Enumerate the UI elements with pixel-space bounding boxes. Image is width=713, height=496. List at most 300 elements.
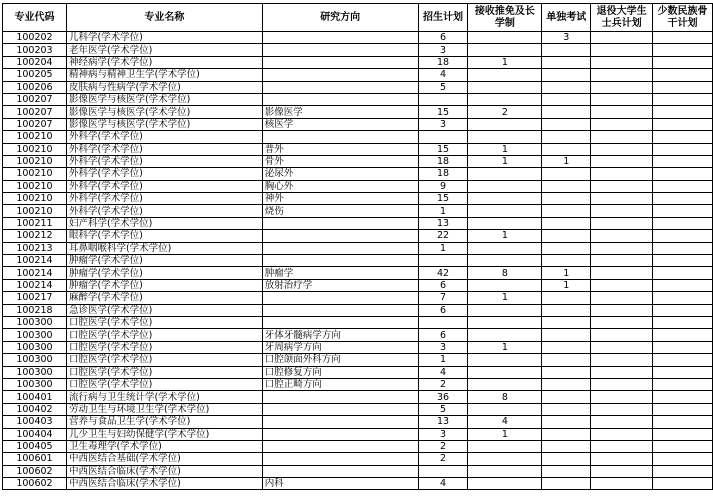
cell-major-code: 100602 xyxy=(3,465,67,477)
cell-research-direction: 胸心外 xyxy=(262,180,418,192)
cell-major-name: 影像医学与核医学(学术学位) xyxy=(66,118,262,130)
cell-enrollment-plan: 13 xyxy=(418,217,468,229)
cell-research-direction xyxy=(262,131,418,143)
cell-separate-exam xyxy=(542,69,591,81)
table-row xyxy=(3,44,713,56)
cell-separate-exam xyxy=(542,205,591,217)
cell-separate-exam xyxy=(542,304,591,316)
cell-recommended-long-program: 1 xyxy=(468,341,542,353)
cell-enrollment-plan xyxy=(418,316,468,328)
cell-major-code: 100402 xyxy=(3,403,67,415)
cell-research-direction xyxy=(262,391,418,403)
cell-minority-plan xyxy=(653,453,713,465)
cell-minority-plan xyxy=(653,93,713,105)
cell-major-name: 老年医学(学术学位) xyxy=(66,44,262,56)
cell-major-name: 外科学(学术学位) xyxy=(66,143,262,155)
cell-minority-plan xyxy=(653,354,713,366)
cell-veteran-plan xyxy=(591,267,653,279)
cell-major-code: 100602 xyxy=(3,478,67,490)
cell-veteran-plan xyxy=(591,354,653,366)
cell-major-name: 肿瘤学(学术学位) xyxy=(66,279,262,291)
cell-recommended-long-program xyxy=(468,478,542,490)
cell-research-direction xyxy=(262,93,418,105)
cell-separate-exam xyxy=(542,465,591,477)
cell-enrollment-plan: 22 xyxy=(418,230,468,242)
cell-major-code: 100218 xyxy=(3,304,67,316)
cell-research-direction xyxy=(262,465,418,477)
header-major-code: 专业代码 xyxy=(3,4,67,32)
cell-recommended-long-program: 4 xyxy=(468,416,542,428)
cell-major-code: 100210 xyxy=(3,193,67,205)
cell-enrollment-plan: 3 xyxy=(418,118,468,130)
cell-minority-plan xyxy=(653,428,713,440)
cell-separate-exam xyxy=(542,416,591,428)
table-row xyxy=(3,56,713,68)
cell-veteran-plan xyxy=(591,242,653,254)
enrollment-plan-table xyxy=(2,3,713,490)
cell-enrollment-plan: 18 xyxy=(418,56,468,68)
cell-separate-exam xyxy=(542,391,591,403)
cell-separate-exam xyxy=(542,428,591,440)
cell-enrollment-plan: 3 xyxy=(418,428,468,440)
cell-veteran-plan xyxy=(591,428,653,440)
cell-enrollment-plan xyxy=(418,93,468,105)
cell-minority-plan xyxy=(653,267,713,279)
cell-minority-plan xyxy=(653,316,713,328)
cell-major-name: 中西医结合基础(学术学位) xyxy=(66,453,262,465)
cell-research-direction xyxy=(262,81,418,93)
cell-research-direction: 口腔修复方向 xyxy=(262,366,418,378)
cell-recommended-long-program xyxy=(468,304,542,316)
cell-enrollment-plan: 4 xyxy=(418,69,468,81)
cell-major-name: 皮肤病与性病学(学术学位) xyxy=(66,81,262,93)
cell-enrollment-plan: 42 xyxy=(418,267,468,279)
table-row xyxy=(3,106,713,118)
cell-recommended-long-program xyxy=(468,242,542,254)
cell-recommended-long-program xyxy=(468,316,542,328)
cell-research-direction: 烧伤 xyxy=(262,205,418,217)
cell-veteran-plan xyxy=(591,304,653,316)
cell-major-name: 耳鼻咽喉科学(学术学位) xyxy=(66,242,262,254)
cell-separate-exam xyxy=(542,478,591,490)
cell-recommended-long-program xyxy=(468,255,542,267)
cell-major-name: 肿瘤学(学术学位) xyxy=(66,267,262,279)
cell-recommended-long-program xyxy=(468,354,542,366)
cell-major-code: 100401 xyxy=(3,391,67,403)
table-row xyxy=(3,255,713,267)
cell-minority-plan xyxy=(653,304,713,316)
enrollment-plan-table-wrapper xyxy=(2,3,713,490)
cell-minority-plan xyxy=(653,180,713,192)
cell-separate-exam xyxy=(542,403,591,415)
cell-enrollment-plan: 15 xyxy=(418,106,468,118)
cell-major-name: 儿少卫生与妇幼保健学(学术学位) xyxy=(66,428,262,440)
cell-recommended-long-program xyxy=(468,44,542,56)
cell-major-name: 外科学(学术学位) xyxy=(66,155,262,167)
table-row xyxy=(3,193,713,205)
table-row xyxy=(3,341,713,353)
cell-minority-plan xyxy=(653,205,713,217)
cell-major-name: 神经病学(学术学位) xyxy=(66,56,262,68)
cell-major-code: 100300 xyxy=(3,366,67,378)
cell-veteran-plan xyxy=(591,366,653,378)
cell-major-name: 精神病与精神卫生学(学术学位) xyxy=(66,69,262,81)
cell-separate-exam: 1 xyxy=(542,267,591,279)
cell-enrollment-plan: 5 xyxy=(418,403,468,415)
cell-minority-plan xyxy=(653,69,713,81)
cell-enrollment-plan: 18 xyxy=(418,155,468,167)
header-major-name: 专业名称 xyxy=(66,4,262,32)
cell-major-code: 100300 xyxy=(3,354,67,366)
table-row xyxy=(3,440,713,452)
cell-separate-exam xyxy=(542,93,591,105)
cell-major-name: 外科学(学术学位) xyxy=(66,193,262,205)
cell-minority-plan xyxy=(653,378,713,390)
cell-major-name: 劳动卫生与环境卫生学(学术学位) xyxy=(66,403,262,415)
cell-major-code: 100403 xyxy=(3,416,67,428)
cell-veteran-plan xyxy=(591,217,653,229)
cell-veteran-plan xyxy=(591,143,653,155)
cell-enrollment-plan: 1 xyxy=(418,242,468,254)
cell-major-name: 口腔医学(学术学位) xyxy=(66,341,262,353)
cell-minority-plan xyxy=(653,465,713,477)
cell-major-code: 100212 xyxy=(3,230,67,242)
cell-recommended-long-program xyxy=(468,93,542,105)
cell-veteran-plan xyxy=(591,279,653,291)
cell-separate-exam xyxy=(542,316,591,328)
cell-separate-exam xyxy=(542,118,591,130)
table-row xyxy=(3,354,713,366)
table-row xyxy=(3,168,713,180)
cell-veteran-plan xyxy=(591,180,653,192)
cell-research-direction: 放射治疗学 xyxy=(262,279,418,291)
table-row xyxy=(3,316,713,328)
cell-major-code: 100204 xyxy=(3,56,67,68)
cell-minority-plan xyxy=(653,168,713,180)
table-row xyxy=(3,118,713,130)
cell-research-direction xyxy=(262,403,418,415)
cell-recommended-long-program xyxy=(468,403,542,415)
cell-research-direction xyxy=(262,242,418,254)
cell-recommended-long-program xyxy=(468,465,542,477)
cell-veteran-plan xyxy=(591,69,653,81)
cell-major-name: 口腔医学(学术学位) xyxy=(66,316,262,328)
cell-enrollment-plan: 36 xyxy=(418,391,468,403)
table-row xyxy=(3,366,713,378)
header-recommended-long-program: 接收推免及长学制 xyxy=(468,4,542,32)
cell-separate-exam xyxy=(542,378,591,390)
cell-major-code: 100210 xyxy=(3,205,67,217)
cell-enrollment-plan: 1 xyxy=(418,205,468,217)
cell-research-direction: 内科 xyxy=(262,478,418,490)
table-row xyxy=(3,32,713,44)
cell-separate-exam: 1 xyxy=(542,155,591,167)
cell-recommended-long-program xyxy=(468,69,542,81)
cell-enrollment-plan xyxy=(418,465,468,477)
cell-minority-plan xyxy=(653,366,713,378)
cell-major-name: 口腔医学(学术学位) xyxy=(66,378,262,390)
cell-separate-exam xyxy=(542,354,591,366)
cell-recommended-long-program xyxy=(468,366,542,378)
cell-separate-exam xyxy=(542,440,591,452)
cell-major-code: 100207 xyxy=(3,118,67,130)
cell-major-code: 100206 xyxy=(3,81,67,93)
table-row xyxy=(3,81,713,93)
cell-separate-exam xyxy=(542,230,591,242)
cell-recommended-long-program xyxy=(468,180,542,192)
cell-veteran-plan xyxy=(591,465,653,477)
cell-separate-exam xyxy=(542,341,591,353)
table-header-row xyxy=(3,4,713,32)
table-row xyxy=(3,416,713,428)
cell-research-direction xyxy=(262,416,418,428)
cell-recommended-long-program: 1 xyxy=(468,56,542,68)
cell-recommended-long-program xyxy=(468,217,542,229)
cell-recommended-long-program xyxy=(468,378,542,390)
cell-veteran-plan xyxy=(591,155,653,167)
cell-veteran-plan xyxy=(591,56,653,68)
cell-recommended-long-program xyxy=(468,329,542,341)
cell-minority-plan xyxy=(653,106,713,118)
cell-veteran-plan xyxy=(591,292,653,304)
cell-major-code: 100207 xyxy=(3,93,67,105)
table-row xyxy=(3,403,713,415)
cell-veteran-plan xyxy=(591,329,653,341)
cell-minority-plan xyxy=(653,341,713,353)
cell-major-name: 卫生毒理学(学术学位) xyxy=(66,440,262,452)
cell-research-direction xyxy=(262,428,418,440)
cell-major-name: 外科学(学术学位) xyxy=(66,205,262,217)
cell-separate-exam xyxy=(542,255,591,267)
cell-separate-exam xyxy=(542,366,591,378)
cell-enrollment-plan: 3 xyxy=(418,341,468,353)
cell-veteran-plan xyxy=(591,106,653,118)
cell-major-name: 影像医学与核医学(学术学位) xyxy=(66,106,262,118)
cell-major-name: 流行病与卫生统计学(学术学位) xyxy=(66,391,262,403)
cell-separate-exam xyxy=(542,217,591,229)
cell-minority-plan xyxy=(653,391,713,403)
table-row xyxy=(3,304,713,316)
table-row xyxy=(3,478,713,490)
cell-major-name: 麻醉学(学术学位) xyxy=(66,292,262,304)
cell-minority-plan xyxy=(653,416,713,428)
cell-major-code: 100214 xyxy=(3,279,67,291)
cell-separate-exam xyxy=(542,242,591,254)
cell-recommended-long-program xyxy=(468,205,542,217)
header-minority-plan: 少数民族骨干计划 xyxy=(653,4,713,32)
cell-recommended-long-program: 1 xyxy=(468,155,542,167)
cell-recommended-long-program xyxy=(468,440,542,452)
cell-veteran-plan xyxy=(591,44,653,56)
cell-major-name: 中西医结合临床(学术学位) xyxy=(66,465,262,477)
cell-major-code: 100207 xyxy=(3,106,67,118)
cell-separate-exam: 1 xyxy=(542,279,591,291)
table-row xyxy=(3,205,713,217)
table-row xyxy=(3,465,713,477)
cell-recommended-long-program xyxy=(468,193,542,205)
cell-recommended-long-program xyxy=(468,168,542,180)
table-row xyxy=(3,93,713,105)
cell-separate-exam xyxy=(542,168,591,180)
cell-enrollment-plan: 15 xyxy=(418,193,468,205)
cell-research-direction xyxy=(262,217,418,229)
cell-veteran-plan xyxy=(591,316,653,328)
cell-major-code: 100202 xyxy=(3,32,67,44)
header-research-direction: 研究方向 xyxy=(262,4,418,32)
cell-minority-plan xyxy=(653,242,713,254)
cell-major-name: 眼科学(学术学位) xyxy=(66,230,262,242)
cell-veteran-plan xyxy=(591,193,653,205)
cell-veteran-plan xyxy=(591,118,653,130)
cell-separate-exam xyxy=(542,180,591,192)
cell-research-direction xyxy=(262,69,418,81)
cell-major-name: 口腔医学(学术学位) xyxy=(66,329,262,341)
table-body xyxy=(3,32,713,490)
table-row xyxy=(3,143,713,155)
cell-major-code: 100210 xyxy=(3,155,67,167)
table-row xyxy=(3,391,713,403)
cell-major-name: 中西医结合临床(学术学位) xyxy=(66,478,262,490)
cell-minority-plan xyxy=(653,440,713,452)
cell-research-direction xyxy=(262,316,418,328)
cell-research-direction: 神外 xyxy=(262,193,418,205)
cell-recommended-long-program xyxy=(468,279,542,291)
cell-separate-exam: 3 xyxy=(542,32,591,44)
cell-veteran-plan xyxy=(591,440,653,452)
table-row xyxy=(3,428,713,440)
cell-veteran-plan xyxy=(591,341,653,353)
cell-veteran-plan xyxy=(591,168,653,180)
header-veteran-plan: 退役大学生士兵计划 xyxy=(591,4,653,32)
cell-recommended-long-program: 1 xyxy=(468,143,542,155)
cell-separate-exam xyxy=(542,453,591,465)
cell-research-direction: 肿瘤学 xyxy=(262,267,418,279)
table-row xyxy=(3,453,713,465)
cell-enrollment-plan: 7 xyxy=(418,292,468,304)
cell-major-code: 100214 xyxy=(3,255,67,267)
cell-separate-exam xyxy=(542,143,591,155)
cell-minority-plan xyxy=(653,292,713,304)
cell-enrollment-plan: 9 xyxy=(418,180,468,192)
table-row xyxy=(3,155,713,167)
cell-separate-exam xyxy=(542,329,591,341)
cell-minority-plan xyxy=(653,56,713,68)
table-row xyxy=(3,180,713,192)
header-separate-exam: 单独考试 xyxy=(542,4,591,32)
table-row xyxy=(3,329,713,341)
cell-major-code: 100601 xyxy=(3,453,67,465)
cell-major-name: 急诊医学(学术学位) xyxy=(66,304,262,316)
cell-minority-plan xyxy=(653,131,713,143)
cell-major-code: 100203 xyxy=(3,44,67,56)
cell-minority-plan xyxy=(653,279,713,291)
cell-enrollment-plan: 6 xyxy=(418,329,468,341)
cell-minority-plan xyxy=(653,81,713,93)
cell-separate-exam xyxy=(542,131,591,143)
cell-enrollment-plan: 2 xyxy=(418,378,468,390)
cell-major-name: 外科学(学术学位) xyxy=(66,168,262,180)
cell-recommended-long-program: 8 xyxy=(468,391,542,403)
cell-enrollment-plan: 2 xyxy=(418,453,468,465)
cell-research-direction: 牙体牙髓病学方向 xyxy=(262,329,418,341)
cell-research-direction: 口腔颌面外科方向 xyxy=(262,354,418,366)
cell-research-direction: 普外 xyxy=(262,143,418,155)
cell-research-direction xyxy=(262,44,418,56)
cell-recommended-long-program: 1 xyxy=(468,428,542,440)
cell-enrollment-plan: 1 xyxy=(418,354,468,366)
cell-recommended-long-program: 8 xyxy=(468,267,542,279)
cell-research-direction xyxy=(262,56,418,68)
cell-recommended-long-program xyxy=(468,453,542,465)
cell-veteran-plan xyxy=(591,378,653,390)
cell-major-name: 口腔医学(学术学位) xyxy=(66,366,262,378)
cell-enrollment-plan: 6 xyxy=(418,32,468,44)
cell-enrollment-plan xyxy=(418,131,468,143)
cell-enrollment-plan: 4 xyxy=(418,478,468,490)
cell-separate-exam xyxy=(542,81,591,93)
header-enrollment-plan: 招生计划 xyxy=(418,4,468,32)
cell-enrollment-plan: 2 xyxy=(418,440,468,452)
cell-major-name: 外科学(学术学位) xyxy=(66,180,262,192)
cell-major-code: 100210 xyxy=(3,168,67,180)
cell-veteran-plan xyxy=(591,81,653,93)
cell-major-name: 儿科学(学术学位) xyxy=(66,32,262,44)
cell-separate-exam xyxy=(542,106,591,118)
cell-enrollment-plan xyxy=(418,255,468,267)
cell-major-code: 100405 xyxy=(3,440,67,452)
cell-separate-exam xyxy=(542,292,591,304)
cell-research-direction: 泌尿外 xyxy=(262,168,418,180)
cell-minority-plan xyxy=(653,217,713,229)
cell-veteran-plan xyxy=(591,131,653,143)
cell-recommended-long-program xyxy=(468,131,542,143)
cell-minority-plan xyxy=(653,478,713,490)
cell-minority-plan xyxy=(653,155,713,167)
cell-veteran-plan xyxy=(591,403,653,415)
cell-research-direction: 牙周病学方向 xyxy=(262,341,418,353)
cell-enrollment-plan: 18 xyxy=(418,168,468,180)
cell-major-code: 100300 xyxy=(3,378,67,390)
cell-major-code: 100213 xyxy=(3,242,67,254)
cell-enrollment-plan: 6 xyxy=(418,279,468,291)
cell-research-direction xyxy=(262,32,418,44)
cell-separate-exam xyxy=(542,193,591,205)
cell-major-code: 100300 xyxy=(3,329,67,341)
table-row xyxy=(3,69,713,81)
cell-enrollment-plan: 6 xyxy=(418,304,468,316)
cell-research-direction xyxy=(262,304,418,316)
cell-minority-plan xyxy=(653,143,713,155)
table-row xyxy=(3,131,713,143)
cell-recommended-long-program xyxy=(468,32,542,44)
cell-major-code: 100210 xyxy=(3,180,67,192)
cell-research-direction: 口腔正畸方向 xyxy=(262,378,418,390)
cell-research-direction xyxy=(262,255,418,267)
cell-minority-plan xyxy=(653,230,713,242)
cell-minority-plan xyxy=(653,44,713,56)
cell-recommended-long-program xyxy=(468,81,542,93)
cell-research-direction: 骨外 xyxy=(262,155,418,167)
cell-major-code: 100300 xyxy=(3,341,67,353)
cell-minority-plan xyxy=(653,403,713,415)
cell-minority-plan xyxy=(653,255,713,267)
cell-major-code: 100214 xyxy=(3,267,67,279)
cell-major-name: 妇产科学(学术学位) xyxy=(66,217,262,229)
cell-veteran-plan xyxy=(591,453,653,465)
cell-research-direction xyxy=(262,292,418,304)
cell-minority-plan xyxy=(653,32,713,44)
cell-minority-plan xyxy=(653,193,713,205)
